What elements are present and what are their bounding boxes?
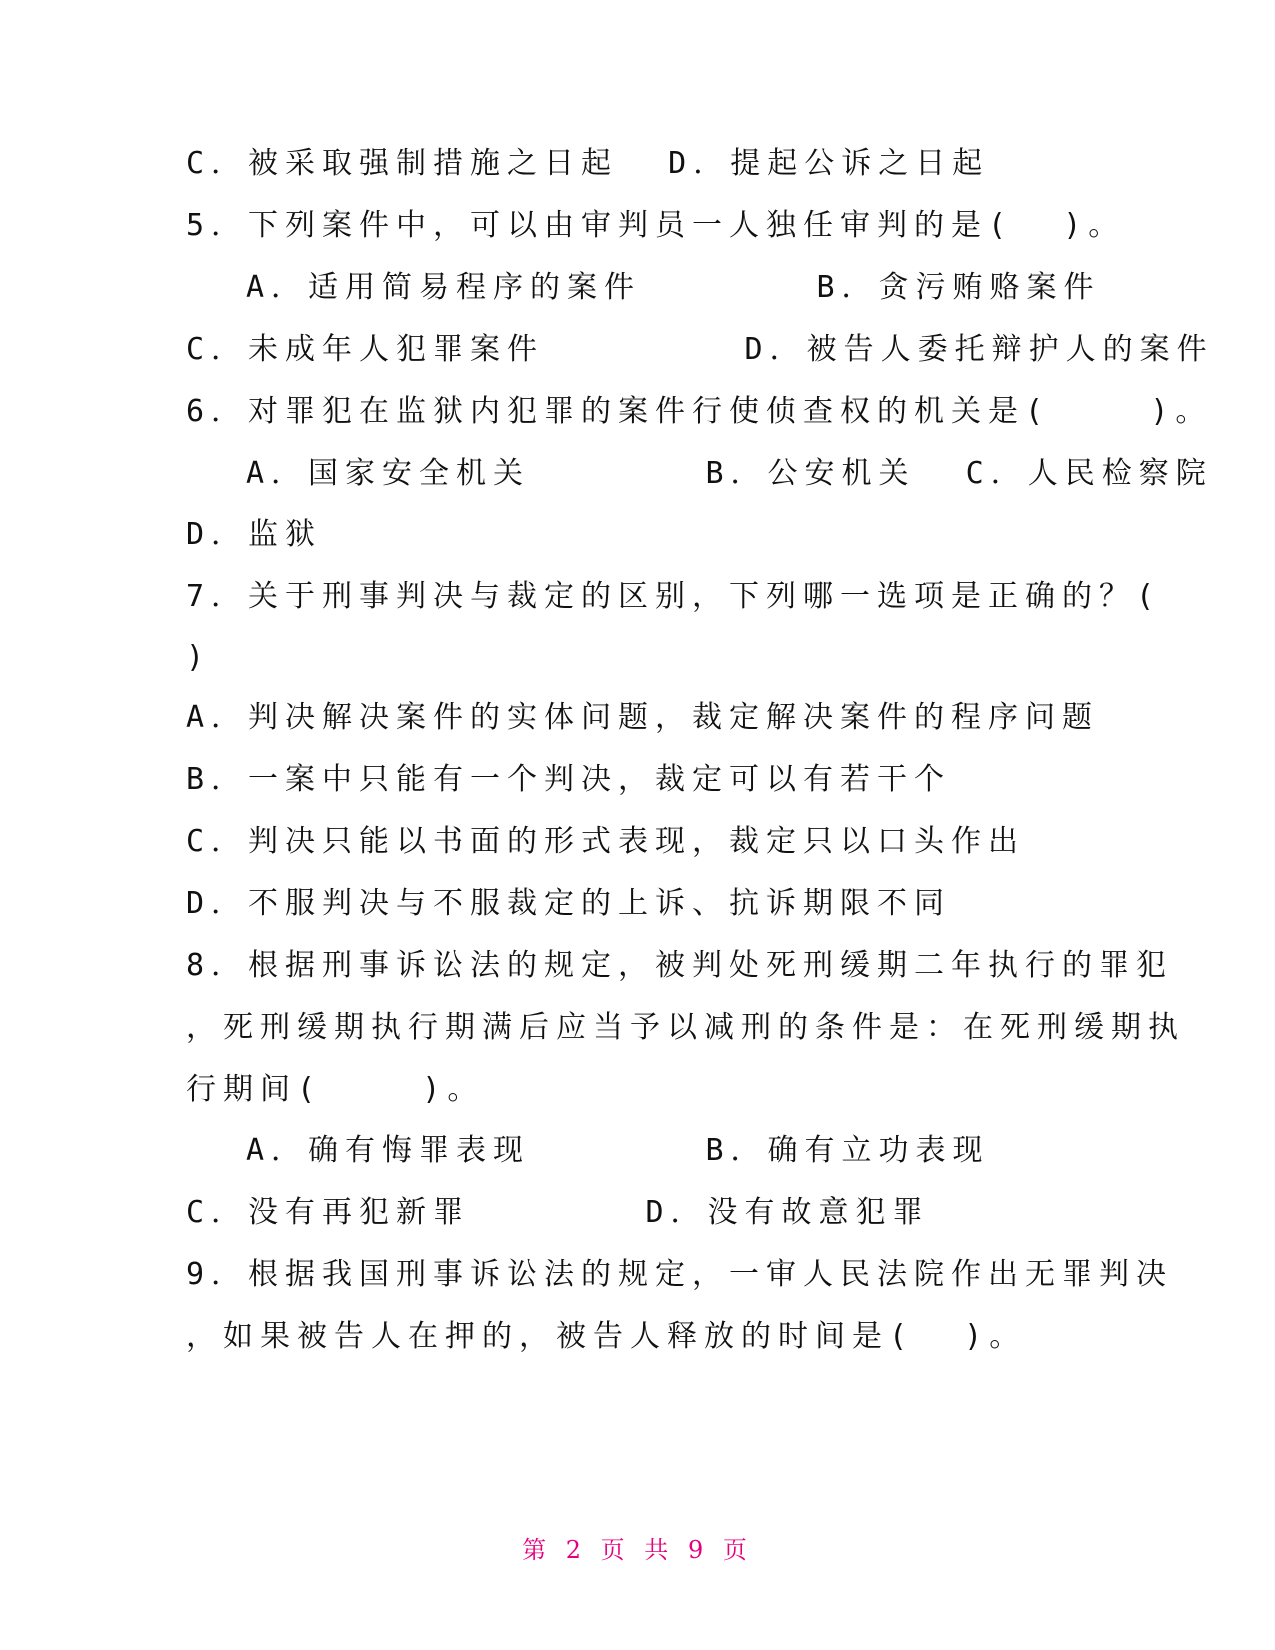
text-line-13: D．不服判决与不服裁定的上诉、抗诉期限不同 xyxy=(186,886,952,921)
text-line-8: 7．关于刑事判决与裁定的区别，下列哪一选项是正确的？( xyxy=(186,579,1162,614)
text-line-5: 6．对罪犯在监狱内犯罪的案件行使侦查权的机关是( )。 xyxy=(186,394,1213,429)
text-line-11: B．一案中只能有一个判决，裁定可以有若干个 xyxy=(186,762,952,797)
text-line-14: 8．根据刑事诉讼法的规定，被判处死刑缓期二年执行的罪犯 xyxy=(186,948,1174,983)
text-line-3: A．适用简易程序的案件 B．贪污贿赂案件 xyxy=(246,270,1101,305)
text-line-12: C．判决只能以书面的形式表现，裁定只以口头作出 xyxy=(186,824,1026,859)
text-line-9: ) xyxy=(186,640,212,675)
text-line-10: A．判决解决案件的实体问题，裁定解决案件的程序问题 xyxy=(186,700,1100,735)
text-line-20: ，如果被告人在押的，被告人释放的时间是( )。 xyxy=(186,1319,1027,1354)
text-line-2: 5．下列案件中，可以由审判员一人独任审判的是( )。 xyxy=(186,208,1126,243)
text-line-18: C．没有再犯新罪 D．没有故意犯罪 xyxy=(186,1195,930,1230)
text-line-4: C．未成年人犯罪案件 D．被告人委托辩护人的案件 xyxy=(186,332,1214,367)
text-line-15: ，死刑缓期执行期满后应当予以减刑的条件是：在死刑缓期执 xyxy=(186,1010,1185,1045)
text-line-1: C．被采取强制措施之日起 D．提起公诉之日起 xyxy=(186,146,990,181)
page-number-footer: 第 2 页 共 9 页 xyxy=(522,1536,753,1564)
text-line-19: 9．根据我国刑事诉讼法的规定，一审人民法院作出无罪判决 xyxy=(186,1257,1174,1292)
text-line-7: D．监狱 xyxy=(186,517,323,552)
text-line-17: A．确有悔罪表现 B．确有立功表现 xyxy=(246,1133,990,1168)
text-line-16: 行期间( )。 xyxy=(186,1072,485,1107)
text-line-6: A．国家安全机关 B．公安机关 C．人民检察院 xyxy=(246,456,1213,491)
